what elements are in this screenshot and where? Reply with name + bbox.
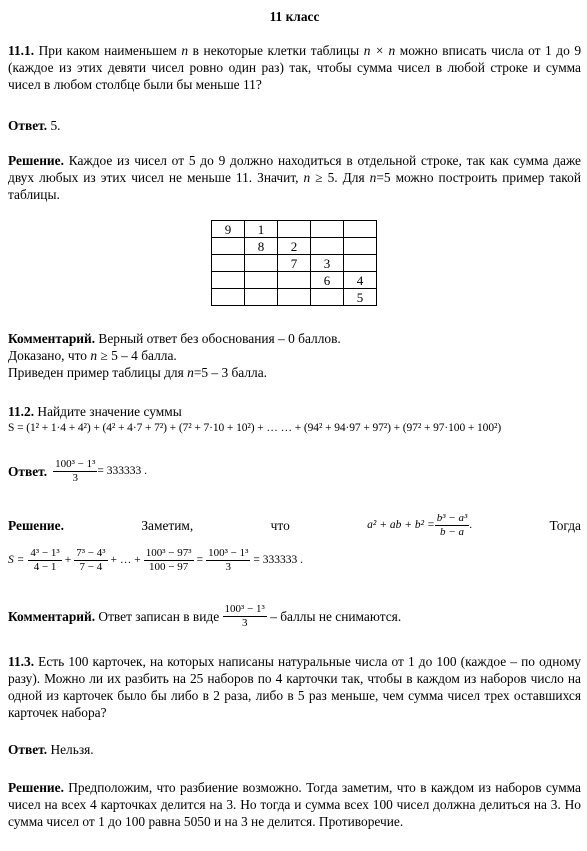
answer-11-2 — [8, 458, 581, 485]
solution-11-2: Решение. Заметим, что a² + ab + b² = $\frac{\text{b³ − a³}}{b - a}$ . Тогда — [8, 512, 581, 538]
table-cell: 9 — [212, 221, 245, 238]
table-cell — [212, 289, 245, 306]
table-cell — [245, 289, 278, 306]
answer-value: = 333333 . — [97, 465, 148, 477]
answer-value: 5. — [47, 118, 61, 133]
table-cell: 6 — [311, 272, 344, 289]
solution-11-3: Решение. Предположим, что разбиение возможно. Тогда заметим, что в каждом из наборов сумма чисел на всех 4 карточках делится на 3. Но тогда и сумма всех 100 чисел должна делиться на 3. Но сумма чисел от 1 до 100 равна 5050 и на 3 не делится. Противоречие. — [8, 780, 581, 829]
table-row — [212, 289, 377, 306]
example-table-wrap — [211, 220, 377, 306]
table-cell — [311, 238, 344, 255]
sum-formula: S = (1² + 1·4 + 4²) + (4² + 4·7 + 7²) + (7² + 7·10 + 10²) + … … + (94² + 94·97 + 97²) + (97² + 97·100 + 100²) — [8, 422, 502, 434]
table-row — [212, 221, 377, 238]
table-cell — [344, 238, 377, 255]
table-cell — [278, 221, 311, 238]
table-row — [212, 255, 377, 272]
answer-label: Ответ. — [8, 742, 48, 757]
table-cell — [278, 272, 311, 289]
page-header — [8, 8, 581, 25]
table-cell — [311, 221, 344, 238]
problem-11-1 — [8, 42, 581, 93]
identity-formula: a² + ab + b² = $\frac{\text{b³ − a³}}{b - a}$ . — [367, 512, 473, 538]
solution-label: Решение. — [8, 153, 64, 168]
problem-11-2: 11.2. Найдите значение суммы S = (1² + 1·4 + 4²) + (4² + 4·7 + 7²) + (7² + 7·10 + 10²) + … … + (94² + 94·97 + 97²) + (97² + 97·100 + 100²) — [8, 403, 581, 437]
table-cell — [212, 238, 245, 255]
comment-11-1: Комментарий. Верный ответ без обоснования – 0 баллов. Доказано, что n ≥ 5 – 4 балла. Приведен пример таблицы для n=5 – 3 балла. — [8, 331, 341, 380]
comment-label: Комментарий. — [8, 609, 96, 624]
answer-11-1 — [8, 117, 581, 134]
example-table — [211, 220, 377, 306]
telescoping-sum: S = $\frac{\text{4³ − 1³}}{4 - 1}$ + $\frac{\text{7³ − 4³}}{7 - 4}$ + … + $\frac{\text{100³ − 97³}}{100 - 97}$ = $\frac{\text{100³ − 1³}}{3}$ = 333333 . — [8, 547, 303, 573]
table-row — [212, 272, 377, 289]
problem-number: 11.3. — [8, 654, 35, 669]
comment-11-2: Комментарий. Ответ записан в виде $\frac{\text{100³ − 1³}}{3}$ – баллы не снимаются. — [8, 603, 402, 629]
answer-label: Ответ. — [8, 118, 48, 133]
table-cell: 8 — [245, 238, 278, 255]
table-cell — [278, 289, 311, 306]
answer-11-3 — [8, 741, 581, 758]
table-cell: 1 — [245, 221, 278, 238]
answer-fraction: $\frac{\text{100³ − 1³}}{3}$ — [55, 458, 96, 484]
problem-11-3: 11.3. Есть 100 карточек, на которых написаны натуральные числа от 1 до 100 (каждое – по одному разу). Можно ли их разбить на 25 наборов по 4 карточки так, чтобы в каждом из наборов число на одной из карточек было бы либо в 2 раза, либо в 5 раз меньше, чем сумма чисел трех оставшихся карточек набора? — [8, 654, 581, 720]
table-cell — [344, 255, 377, 272]
table-cell — [311, 289, 344, 306]
table-cell — [212, 272, 245, 289]
comment-label: Комментарий. — [8, 331, 96, 346]
table-cell: 3 — [311, 255, 344, 272]
table-cell: 2 — [278, 238, 311, 255]
answer-value: Нельзя. — [47, 742, 94, 757]
table-cell: 4 — [344, 272, 377, 289]
table-cell — [245, 255, 278, 272]
table-cell: 5 — [344, 289, 377, 306]
grade-title: 11 класс — [269, 9, 320, 24]
table-cell — [245, 272, 278, 289]
solution-label: Решение. — [8, 780, 64, 795]
solution-11-1: Решение. Каждое из чисел от 5 до 9 должно находиться в отдельной строке, так как сумма даже двух любых из этих чисел не меньше 11. Значит, n ≥ 5. Для n=5 можно построить пример такой таблицы. — [8, 153, 581, 202]
problem-11-1-statement: 11.1. При каком наименьшем n в некоторые клетки таблицы n × n можно вписать числа от 1 до 9 (каждое из этих девяти чисел ровно один раз) так, чтобы сумма чисел в любой строке и сумма чисел в любом столбце были бы меньше 11? — [8, 43, 582, 92]
solution-label: Решение. — [8, 518, 64, 533]
table-cell — [344, 221, 377, 238]
problem-number: 11.2. — [8, 404, 35, 419]
answer-label: Ответ. — [8, 464, 48, 479]
table-row — [212, 238, 377, 255]
problem-number: 11.1. — [8, 43, 35, 58]
table-cell — [212, 255, 245, 272]
table-cell: 7 — [278, 255, 311, 272]
